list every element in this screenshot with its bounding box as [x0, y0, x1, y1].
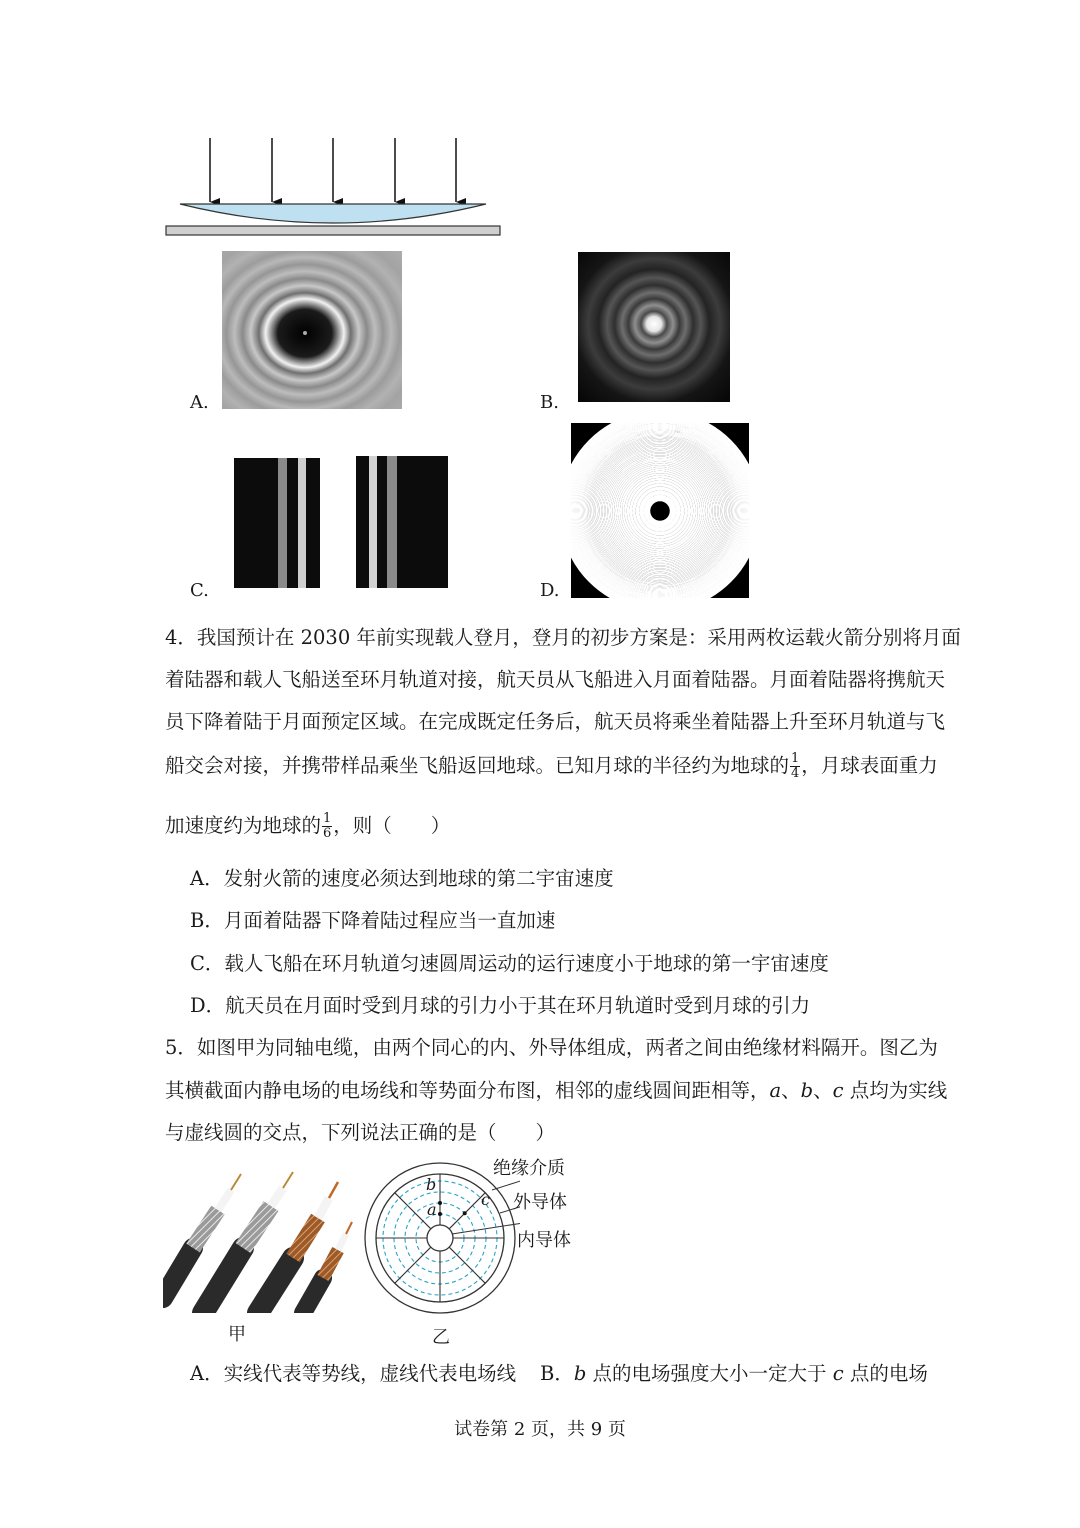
separator: 、 [781, 1079, 801, 1102]
fraction-denominator: 4 [791, 766, 800, 781]
var-b: b [800, 1079, 814, 1102]
q4-line-4 [165, 750, 938, 781]
newton-rings-apparatus-figure [160, 130, 510, 242]
fraction-one-quarter [790, 752, 800, 781]
option-c-fringe-pattern [234, 456, 450, 590]
option-c-label: C. [190, 580, 209, 601]
q4-line-3: 员下降着陆于月面预定区域。在完成既定任务后，航天员将乘坐着陆器上升至环月轨道与飞 [165, 710, 946, 733]
var-b: b [573, 1362, 587, 1385]
fraction-numerator: 1 [323, 811, 332, 826]
q5-line-3: 与虚线圆的交点，下列说法正确的是（ ） [165, 1121, 556, 1144]
q5-option-b-text: 点的电场强度大小一定大于 [586, 1362, 833, 1385]
option-b-diffraction-pattern [578, 252, 730, 402]
var-a: a [769, 1079, 782, 1102]
coaxial-cross-section-diagram [360, 1160, 520, 1320]
q4-line-5-tail: ，则（ ） [333, 814, 451, 837]
q4-line-2: 着陆器和载人飞船送至环月轨道对接，航天员从飞船进入月面着陆器。月面着陆器将携航天 [165, 668, 946, 691]
q4-option-b: B．月面着陆器下降着陆过程应当一直加速 [190, 909, 556, 932]
point-b-label: b [426, 1175, 437, 1194]
q5-line-2 [165, 1075, 947, 1103]
q4-line-5 [165, 810, 450, 841]
var-c: c [832, 1362, 844, 1385]
coaxial-cable-photo [163, 1168, 353, 1313]
inner-conductor-label: 内导体 [517, 1230, 571, 1251]
q4-line-1: 4．我国预计在 2030 年前实现载人登月，登月的初步方案是：采用两枚运载火箭分别将月面 [165, 626, 961, 649]
page-footer: 试卷第 2 页，共 9 页 [454, 1419, 626, 1440]
option-a-interference-pattern [222, 251, 402, 409]
fraction-denominator: 6 [323, 826, 332, 841]
option-d-label: D. [540, 580, 560, 601]
option-b-label: B. [540, 392, 559, 413]
q5-line-2-tail: 点均为实线 [843, 1079, 948, 1102]
insulator-label: 绝缘介质 [493, 1158, 565, 1179]
figure-yi-caption: 乙 [432, 1327, 450, 1348]
fraction-one-sixth [322, 812, 332, 841]
q4-option-a: A．发射火箭的速度必须达到地球的第二宇宙速度 [190, 867, 614, 890]
q4-line-4-tail: ，月球表面重力 [801, 754, 938, 777]
q4-line-5-text: 加速度约为地球的 [165, 814, 322, 837]
option-d-newton-rings [571, 423, 749, 598]
q5-option-b-prefix: B． [540, 1362, 574, 1385]
q4-line-4-text: 船交会对接，并携带样品乘坐飞船返回地球。已知月球的半径约为地球的 [165, 754, 790, 777]
separator: 、 [813, 1079, 833, 1102]
q5-option-b [540, 1358, 928, 1386]
var-c: c [832, 1079, 844, 1102]
figure-jia-caption: 甲 [228, 1324, 246, 1345]
q4-option-d: D．航天员在月面时受到月球的引力小于其在环月轨道时受到月球的引力 [190, 994, 811, 1017]
q5-option-b-tail: 点的电场 [843, 1362, 928, 1385]
q4-option-c: C．载人飞船在环月轨道匀速圆周运动的运行速度小于地球的第一宇宙速度 [190, 952, 829, 975]
point-a-label: a [427, 1200, 437, 1219]
point-c-label: c [481, 1190, 490, 1209]
q5-option-a: A．实线代表等势线，虚线代表电场线 [190, 1362, 517, 1385]
option-a-label: A. [190, 392, 209, 413]
q5-line-1: 5．如图甲为同轴电缆，由两个同心的内、外导体组成，两者之间由绝缘材料隔开。图乙为 [165, 1036, 938, 1059]
outer-conductor-label: 外导体 [513, 1192, 567, 1213]
q5-line-2-text: 其横截面内静电场的电场线和等势面分布图，相邻的虚线圆间距相等， [165, 1079, 770, 1102]
fraction-numerator: 1 [791, 751, 800, 766]
